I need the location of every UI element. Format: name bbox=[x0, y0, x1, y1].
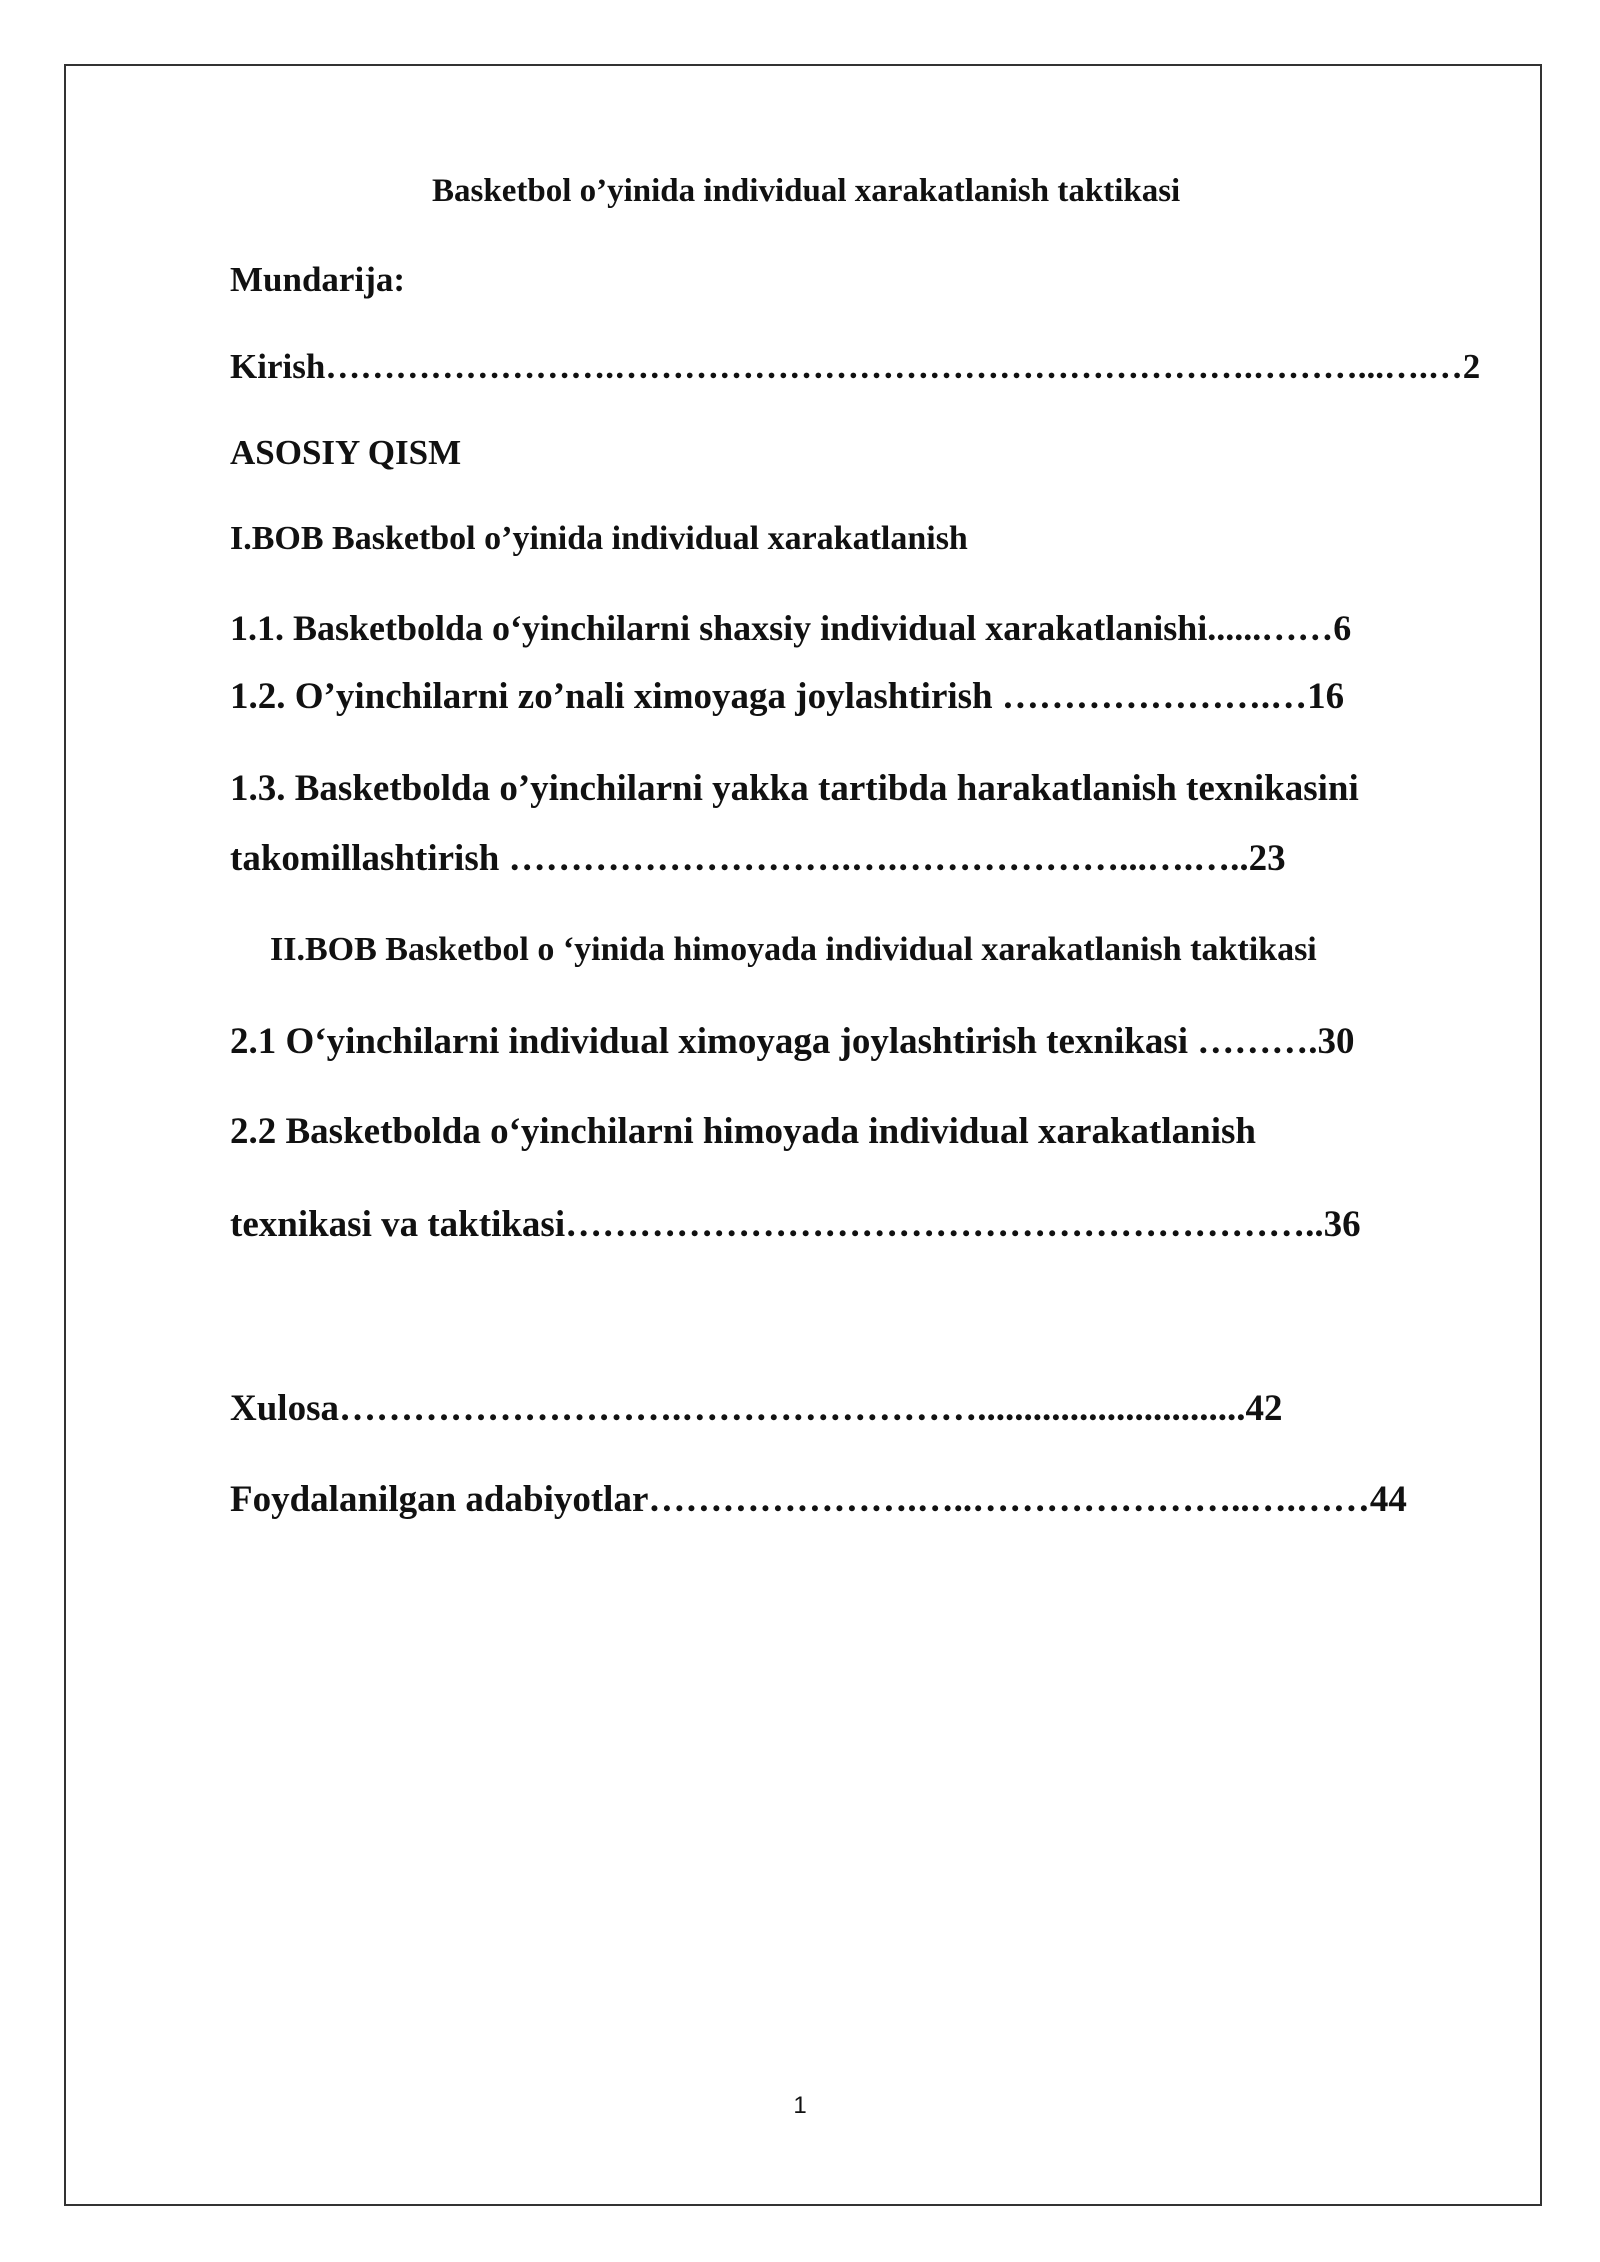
document-title: Basketbol o’yinida individual xarakatlanish taktikasi bbox=[432, 173, 1181, 209]
page-number: 1 bbox=[793, 2092, 807, 2119]
toc-entry-2-2-line-1: 2.2 Basketbolda o‘yinchilarni himoyada individual xarakatlanish bbox=[230, 1111, 1256, 1152]
contents-heading: Mundarija: bbox=[230, 260, 405, 299]
toc-entry-1-3-line-2: takomillashtirish ……………………….….………………...….…..23 bbox=[230, 838, 1286, 879]
toc-entry-chapter-2: II.BOB Basketbol o ‘yinida himoyada individual xarakatlanish taktikasi bbox=[270, 931, 1317, 968]
toc-entry-2-1: 2.1 O‘yinchilarni individual ximoyaga joylashtirish texnikasi ……….30 bbox=[230, 1021, 1355, 1062]
toc-entry-2-2-line-2: texnikasi va taktikasi……………………………………………………..36 bbox=[230, 1204, 1361, 1245]
toc-entry-references: Foydalanilgan adabiyotlar………………….…..…………………..….……44 bbox=[230, 1479, 1407, 1520]
toc-entry-xulosa: Xulosa……………………….…………………….............................42 bbox=[230, 1388, 1283, 1429]
toc-entry-asosiy-qism: ASOSIY QISM bbox=[230, 433, 462, 472]
toc-entry-1-1: 1.1. Basketbolda o‘yinchilarni shaxsiy individual xarakatlanishi......……6 bbox=[230, 608, 1352, 648]
toc-entry-chapter-1: I.BOB Basketbol o’yinida individual xarakatlanish bbox=[230, 520, 968, 557]
toc-entry-kirish: Kirish…………………….……………………………………………….………...….…2 bbox=[230, 347, 1481, 386]
toc-entry-1-2: 1.2. O’yinchilarni zo’nali ximoyaga joylashtirish ………………….…16 bbox=[230, 676, 1345, 717]
toc-entry-1-3-line-1: 1.3. Basketbolda o’yinchilarni yakka tartibda harakatlanish texnikasini bbox=[230, 768, 1359, 809]
